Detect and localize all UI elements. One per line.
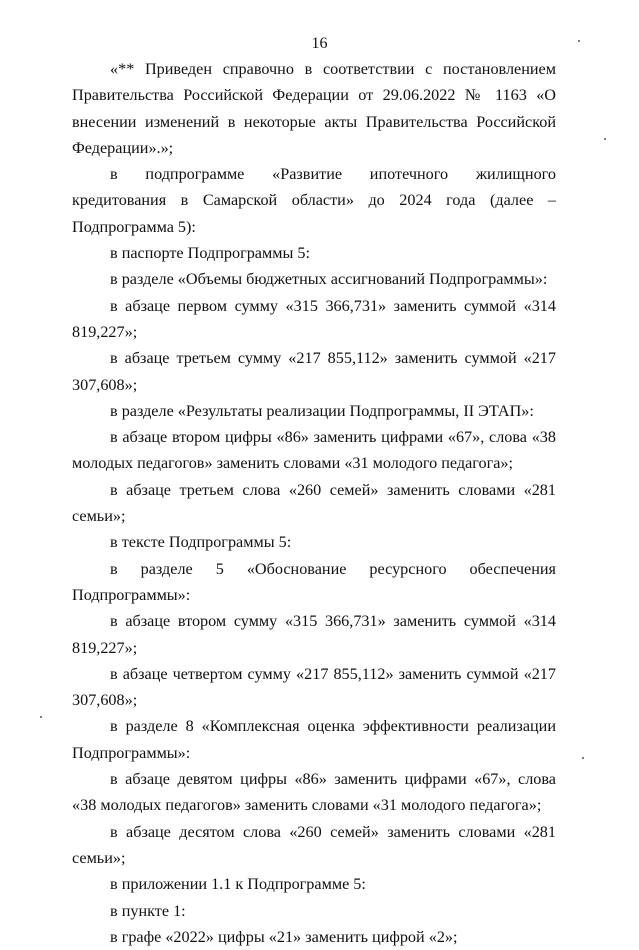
paragraph: в разделе «Результаты реализации Подпрограммы, II ЭТАП»: [110, 401, 534, 420]
paragraph: в абзаце четвертом сумму «217 855,112» заменить суммой «217 307,608»; [72, 664, 556, 710]
paragraph: в приложении 1.1 к Подпрограмме 5: [110, 875, 366, 894]
paragraph: в разделе 5 «Обоснование ресурсного обеспечения Подпрограммы»: [72, 559, 556, 604]
paragraph: в подпрограмме «Развитие ипотечного жилищного кредитования в Самарской области» до 2024 года (далее – Подпрограмма 5): [72, 165, 556, 236]
paragraph: в тексте Подпрограммы 5: [110, 533, 292, 552]
paragraph: в паспорте Подпрограммы 5: [110, 244, 310, 263]
page-number: 16 [311, 35, 328, 52]
paragraph: в абзаце первом сумму «315 366,731» заменить суммой «314 819,227»; [72, 296, 556, 341]
paragraph: в разделе «Объемы бюджетных ассигнований Подпрограммы»: [110, 270, 548, 289]
paragraph: в разделе 8 «Комплексная оценка эффективности реализации Подпрограммы»: [72, 717, 556, 762]
paragraph: «** Приведен справочно в соответствии с постановлением Правительства Российской Федерации от 29.06.2022 № 1163 «О внесении изменений в некоторые акты Правительства Российской Федерации».»; [72, 60, 556, 157]
paragraph: в абзаце девятом цифры «86» заменить цифрами «67», слова «38 молодых педагогов» заменить словами «31 молодого педагога»; [72, 770, 556, 815]
scan-speck [604, 138, 606, 140]
paragraph: в графе «2022» цифры «21» заменить цифрой «2»; [110, 927, 458, 946]
paragraph: в пункте 1: [110, 901, 186, 920]
paragraph: в абзаце третьем слова «260 семей» заменить словами «281 семьи»; [72, 480, 556, 526]
paragraph: в абзаце втором цифры «86» заменить цифрами «67», слова «38 молодых педагогов» заменить словами «31 молодого педагога»; [72, 428, 556, 473]
scan-speck [40, 716, 42, 718]
paragraph: в абзаце десятом слова «260 семей» заменить словами «281 семьи»; [72, 822, 556, 867]
scan-speck [578, 40, 580, 42]
paragraph: в абзаце третьем сумму «217 855,112» заменить суммой «217 307,608»; [72, 349, 556, 394]
document-body [72, 56, 556, 950]
scan-speck [582, 757, 584, 759]
paragraph: в абзаце втором сумму «315 366,731» заменить суммой «314 819,227»; [72, 612, 556, 657]
